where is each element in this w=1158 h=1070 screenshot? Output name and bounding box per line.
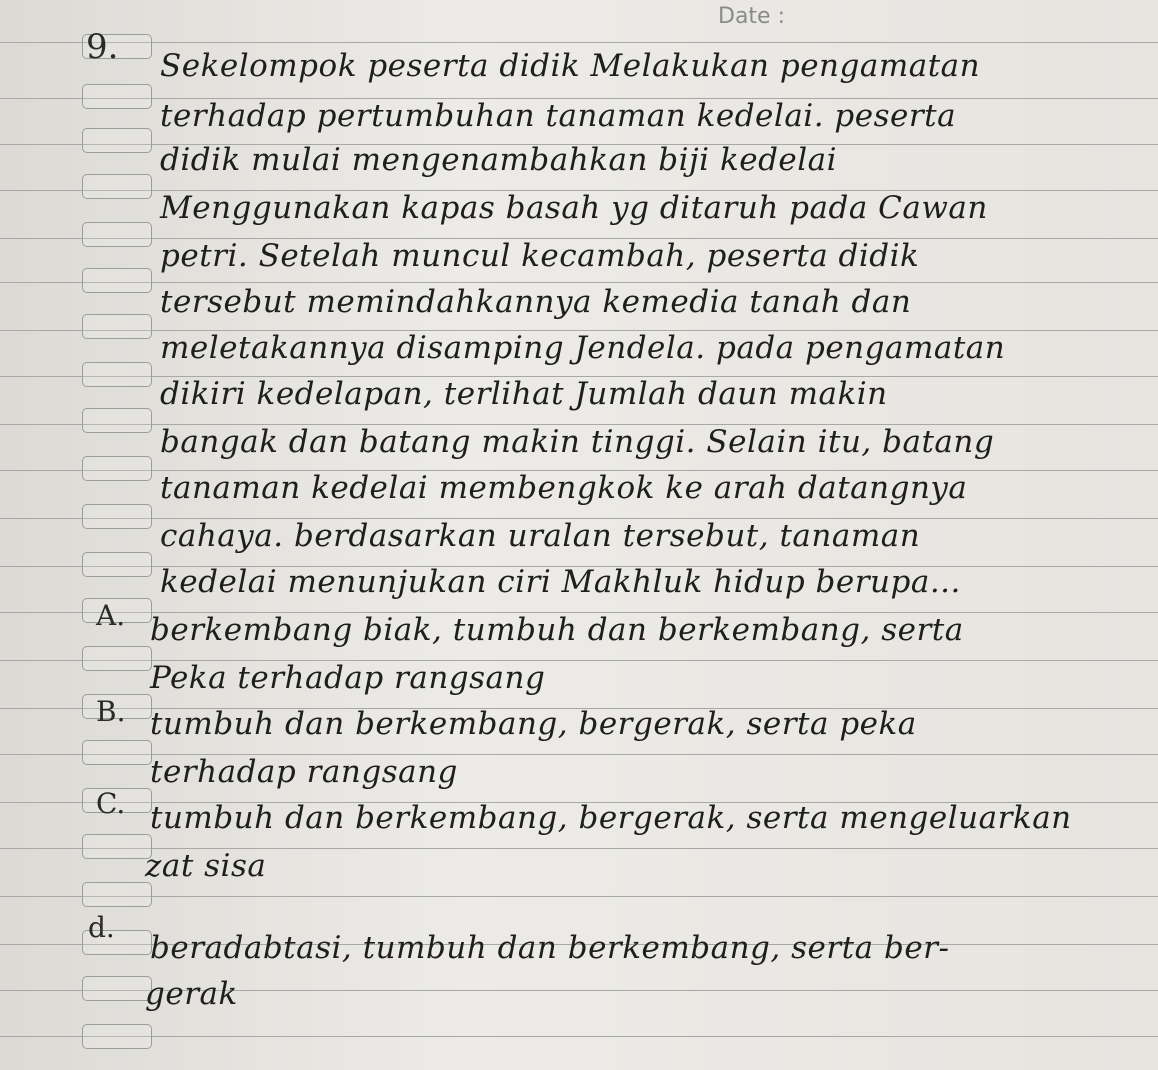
- margin-box: [82, 882, 152, 907]
- margin-box: [82, 314, 152, 339]
- question-line: bangak dan batang makin tinggi. Selain itu, batang: [160, 424, 995, 460]
- margin-box: [82, 456, 152, 481]
- margin-box: [82, 408, 152, 433]
- date-label: Date :: [718, 4, 785, 29]
- question-line: kedelai menunjukan ciri Makhluk hidup berupa...: [160, 564, 961, 600]
- question-line: didik mulai mengenambahkan biji kedelai: [160, 142, 838, 178]
- option-b-text: tumbuh dan berkembang, bergerak, serta peka: [150, 706, 917, 742]
- margin-box: [82, 834, 152, 859]
- margin-box: [82, 222, 152, 247]
- margin-box: [82, 740, 152, 765]
- option-d-text: beradabtasi, tumbuh dan berkembang, serta ber-: [150, 930, 950, 966]
- question-line: dikiri kedelapan, terlihat Jumlah daun makin: [160, 376, 888, 412]
- margin-box: [82, 84, 152, 109]
- option-d-label: d.: [88, 911, 115, 944]
- option-a-label: A.: [96, 599, 126, 632]
- margin-box: [82, 128, 152, 153]
- ruled-line: [0, 896, 1158, 897]
- option-c-label: C.: [96, 787, 126, 820]
- option-c-text: tumbuh dan berkembang, bergerak, serta mengeluarkan: [150, 800, 1072, 836]
- question-line: meletakannya disamping Jendela. pada pengamatan: [160, 330, 1006, 366]
- option-a-text-cont: Peka terhadap rangsang: [150, 660, 546, 696]
- margin-box: [82, 504, 152, 529]
- question-line: Menggunakan kapas basah yg ditaruh pada Cawan: [160, 190, 988, 226]
- margin-box: [82, 362, 152, 387]
- margin-box: [82, 1024, 152, 1049]
- question-line: Sekelompok peserta didik Melakukan pengamatan: [160, 48, 981, 84]
- option-a-text: berkembang biak, tumbuh dan berkembang, serta: [150, 612, 964, 648]
- question-line: tersebut memindahkannya kemedia tanah dan: [160, 284, 912, 320]
- option-d-text-cont: gerak: [145, 976, 238, 1012]
- margin-box: [82, 646, 152, 671]
- question-line: cahaya. berdasarkan uralan tersebut, tanaman: [160, 518, 921, 554]
- question-line: tanaman kedelai membengkok ke arah datangnya: [160, 470, 968, 506]
- option-b-label: B.: [96, 695, 126, 728]
- margin-box: [82, 552, 152, 577]
- option-c-text-cont: zat sisa: [145, 848, 267, 884]
- margin-box: [82, 268, 152, 293]
- question-number: 9.: [86, 27, 119, 67]
- ruled-line: [0, 282, 1158, 283]
- ruled-line: [0, 42, 1158, 43]
- ruled-line: [0, 1036, 1158, 1037]
- margin-box: [82, 976, 152, 1001]
- question-line: petri. Setelah muncul kecambah, peserta didik: [160, 238, 920, 274]
- option-b-text-cont: terhadap rangsang: [150, 754, 458, 790]
- margin-box: [82, 174, 152, 199]
- question-line: terhadap pertumbuhan tanaman kedelai. peserta: [160, 98, 957, 134]
